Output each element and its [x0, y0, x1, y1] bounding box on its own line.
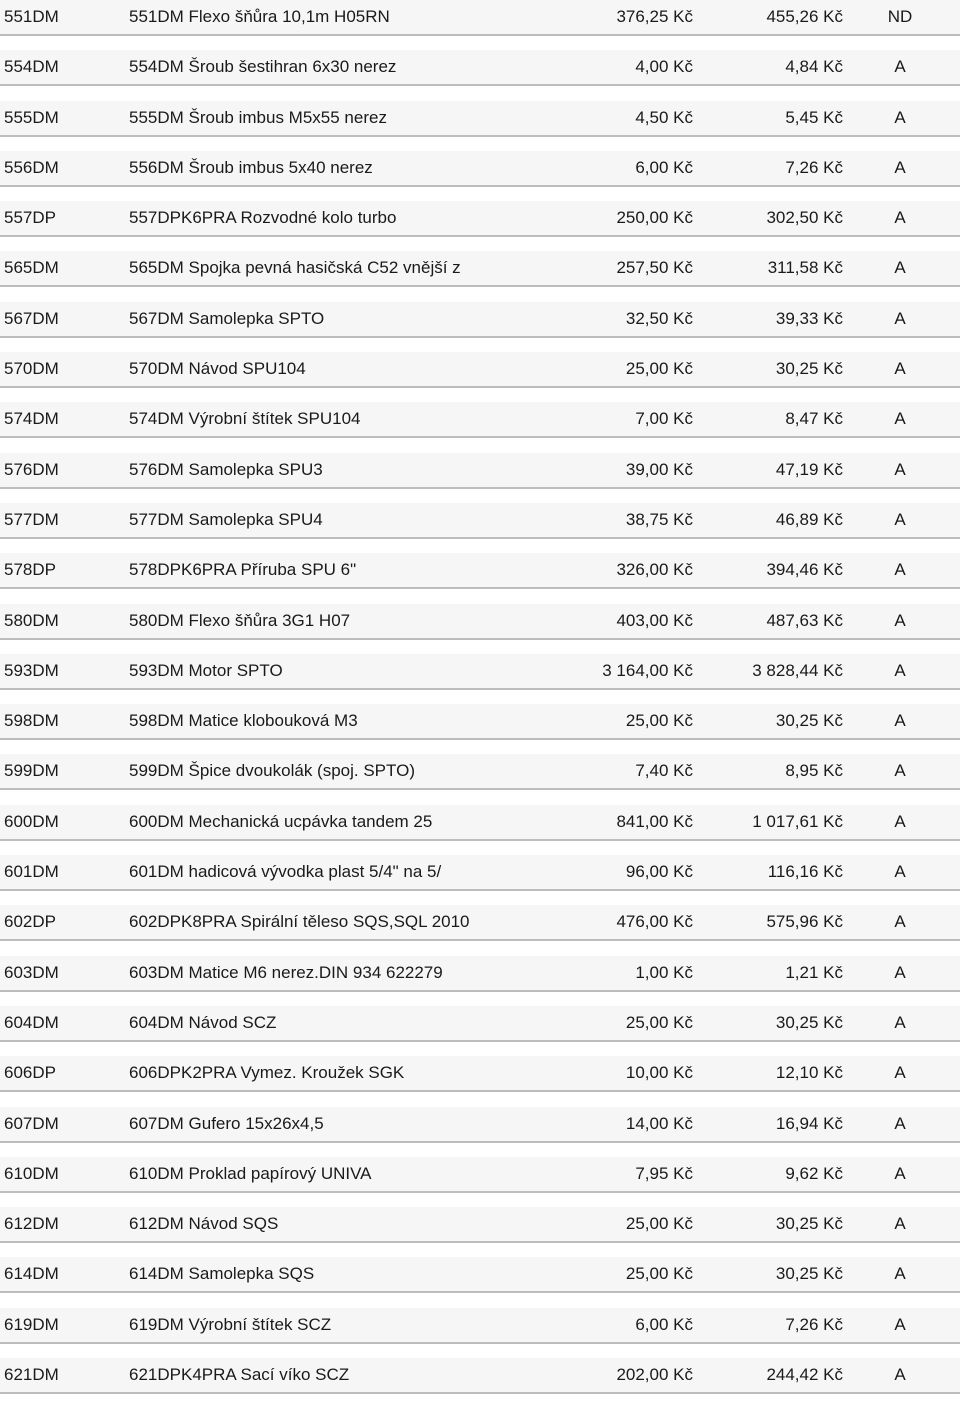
table-row	[0, 0, 960, 50]
row-divider	[0, 939, 960, 941]
price-without-vat-cell: 25,00 Kč	[625, 359, 693, 379]
table-row	[0, 1308, 960, 1358]
row-divider	[0, 738, 960, 740]
table-row	[0, 805, 960, 855]
item-description-cell: 612DM Návod SQS	[129, 1214, 279, 1234]
item-code-cell: 604DM	[4, 1012, 59, 1032]
price-without-vat-cell: 202,00 Kč	[616, 1365, 693, 1385]
availability-cell: A	[894, 811, 906, 831]
availability-cell: A	[894, 660, 906, 680]
availability-cell: A	[894, 208, 906, 228]
price-without-vat-cell: 3 164,00 Kč	[602, 660, 693, 680]
table-row	[0, 201, 960, 251]
price-without-vat-cell: 6,00 Kč	[635, 157, 693, 177]
table-row	[0, 1157, 960, 1207]
row-divider	[0, 487, 960, 489]
price-with-vat-cell: 4,84 Kč	[785, 57, 843, 77]
item-description-cell: 557DPK6PRA Rozvodné kolo turbo	[129, 208, 397, 228]
availability-cell: A	[894, 409, 906, 429]
row-divider	[0, 1291, 960, 1293]
price-with-vat-cell: 47,19 Kč	[775, 459, 843, 479]
price-with-vat-cell: 1,21 Kč	[785, 962, 843, 982]
price-without-vat-cell: 4,00 Kč	[635, 57, 693, 77]
item-code-cell: 580DM	[4, 610, 59, 630]
price-without-vat-cell: 25,00 Kč	[625, 711, 693, 731]
item-code-cell: 612DM	[4, 1214, 59, 1234]
item-code-cell: 574DM	[4, 409, 59, 429]
item-code-cell: 607DM	[4, 1113, 59, 1133]
price-without-vat-cell: 7,95 Kč	[635, 1163, 693, 1183]
row-divider	[0, 285, 960, 287]
table-row	[0, 1006, 960, 1056]
item-description-cell: 604DM Návod SCZ	[129, 1012, 277, 1032]
price-with-vat-cell: 12,10 Kč	[775, 1063, 843, 1083]
price-without-vat-cell: 6,00 Kč	[635, 1314, 693, 1334]
table-row	[0, 704, 960, 754]
item-description-cell: 600DM Mechanická ucpávka tandem 25	[129, 811, 433, 831]
item-description-cell: 580DM Flexo šňůra 3G1 H07	[129, 610, 351, 630]
item-code-cell: 600DM	[4, 811, 59, 831]
price-without-vat-cell: 1,00 Kč	[635, 962, 693, 982]
price-with-vat-cell: 311,58 Kč	[767, 258, 843, 278]
item-description-cell: 607DM Gufero 15x26x4,5	[129, 1113, 324, 1133]
price-with-vat-cell: 30,25 Kč	[775, 1214, 843, 1234]
price-without-vat-cell: 4,50 Kč	[635, 107, 693, 127]
item-description-cell: 554DM Šroub šestihran 6x30 nerez	[129, 57, 397, 77]
price-without-vat-cell: 376,25 Kč	[616, 7, 693, 26]
row-divider	[0, 386, 960, 388]
table-row	[0, 1107, 960, 1157]
row-divider	[0, 889, 960, 891]
price-with-vat-cell: 244,42 Kč	[766, 1365, 843, 1385]
price-with-vat-cell: 1 017,61 Kč	[752, 811, 843, 831]
price-without-vat-cell: 250,00 Kč	[616, 208, 693, 228]
row-divider	[0, 135, 960, 137]
row-divider	[0, 1090, 960, 1092]
item-code-cell: 554DM	[4, 57, 59, 77]
row-divider	[0, 1040, 960, 1042]
price-without-vat-cell: 96,00 Kč	[625, 862, 693, 882]
item-code-cell: 621DM	[4, 1365, 59, 1385]
item-description-cell: 598DM Matice klobouková M3	[129, 711, 358, 731]
item-description-cell: 578DPK6PRA Příruba SPU 6"	[129, 560, 357, 580]
item-description-cell: 555DM Šroub imbus M5x55 nerez	[129, 107, 387, 127]
item-description-cell: 621DPK4PRA Sací víko SCZ	[129, 1365, 350, 1385]
row-divider	[0, 185, 960, 187]
item-code-cell: 567DM	[4, 308, 59, 328]
row-divider	[0, 788, 960, 790]
price-with-vat-cell: 16,94 Kč	[775, 1113, 843, 1133]
price-with-vat-cell: 30,25 Kč	[775, 711, 843, 731]
item-code-cell: 610DM	[4, 1163, 59, 1183]
availability-cell: A	[894, 1163, 906, 1183]
price-without-vat-cell: 10,00 Kč	[625, 1063, 693, 1083]
item-code-cell: 565DM	[4, 258, 59, 278]
availability-cell: A	[894, 1113, 906, 1133]
table-row	[0, 503, 960, 553]
availability-cell: A	[894, 560, 906, 580]
item-description-cell: 610DM Proklad papírový UNIVA	[129, 1163, 372, 1183]
price-with-vat-cell: 487,63 Kč	[766, 610, 843, 630]
item-code-cell: 570DM	[4, 359, 59, 379]
availability-cell: A	[894, 1214, 906, 1234]
price-with-vat-cell: 5,45 Kč	[785, 107, 843, 127]
item-description-cell: 577DM Samolepka SPU4	[129, 509, 323, 529]
price-without-vat-cell: 38,75 Kč	[625, 509, 693, 529]
row-divider	[0, 336, 960, 338]
item-description-cell: 619DM Výrobní štítek SCZ	[129, 1314, 332, 1334]
price-with-vat-cell: 46,89 Kč	[775, 509, 843, 529]
price-without-vat-cell: 841,00 Kč	[616, 811, 693, 831]
item-code-cell: 577DM	[4, 509, 59, 529]
table-row	[0, 654, 960, 704]
row-divider	[0, 587, 960, 589]
price-with-vat-cell: 30,25 Kč	[775, 1012, 843, 1032]
price-with-vat-cell: 116,16 Kč	[767, 862, 843, 882]
item-description-cell: 567DM Samolepka SPTO	[129, 308, 325, 328]
availability-cell: A	[894, 359, 906, 379]
price-with-vat-cell: 302,50 Kč	[766, 208, 843, 228]
row-divider	[0, 1342, 960, 1344]
price-without-vat-cell: 257,50 Kč	[616, 258, 693, 278]
table-row	[0, 302, 960, 352]
availability-cell: A	[894, 1264, 906, 1284]
item-code-cell: 598DM	[4, 711, 59, 731]
availability-cell: A	[894, 711, 906, 731]
row-divider	[0, 990, 960, 992]
item-code-cell: 619DM	[4, 1314, 59, 1334]
price-without-vat-cell: 7,40 Kč	[635, 761, 693, 781]
table-row	[0, 1207, 960, 1257]
price-with-vat-cell: 9,62 Kč	[785, 1163, 843, 1183]
availability-cell: A	[894, 157, 906, 177]
item-code-cell: 599DM	[4, 761, 59, 781]
availability-cell: A	[894, 1063, 906, 1083]
row-divider	[0, 1191, 960, 1193]
table-row	[0, 754, 960, 804]
availability-cell: A	[894, 862, 906, 882]
price-with-vat-cell: 455,26 Kč	[766, 7, 843, 26]
item-code-cell: 614DM	[4, 1264, 59, 1284]
item-code-cell: 606DP	[4, 1063, 56, 1083]
row-divider	[0, 34, 960, 36]
availability-cell: A	[894, 509, 906, 529]
item-description-cell: 602DPK8PRA Spirální těleso SQS,SQL 2010	[129, 912, 470, 932]
price-without-vat-cell: 326,00 Kč	[616, 560, 693, 580]
item-code-cell: 555DM	[4, 107, 59, 127]
item-code-cell: 576DM	[4, 459, 59, 479]
item-description-cell: 576DM Samolepka SPU3	[129, 459, 323, 479]
row-divider	[0, 235, 960, 237]
price-without-vat-cell: 32,50 Kč	[625, 308, 693, 328]
item-description-cell: 601DM hadicová vývodka plast 5/4" na 5/	[129, 862, 442, 882]
availability-cell: A	[894, 610, 906, 630]
row-divider	[0, 1392, 960, 1394]
table-row	[0, 855, 960, 905]
row-divider	[0, 1141, 960, 1143]
row-divider	[0, 1241, 960, 1243]
item-description-cell: 599DM Špice dvoukolák (spoj. SPTO)	[129, 761, 415, 781]
item-code-cell: 603DM	[4, 962, 59, 982]
row-divider	[0, 84, 960, 86]
table-row	[0, 453, 960, 503]
availability-cell: ND	[887, 7, 913, 26]
price-without-vat-cell: 39,00 Kč	[625, 459, 693, 479]
item-description-cell: 556DM Šroub imbus 5x40 nerez	[129, 157, 373, 177]
availability-cell: A	[894, 258, 906, 278]
item-description-cell: 551DM Flexo šňůra 10,1m H05RN	[129, 7, 390, 26]
price-with-vat-cell: 7,26 Kč	[785, 1314, 843, 1334]
availability-cell: A	[894, 107, 906, 127]
row-divider	[0, 839, 960, 841]
item-description-cell: 565DM Spojka pevná hasičská C52 vnější z	[129, 258, 461, 278]
row-divider	[0, 688, 960, 690]
item-code-cell: 557DP	[4, 208, 56, 228]
availability-cell: A	[894, 912, 906, 932]
table-row	[0, 1257, 960, 1307]
price-without-vat-cell: 14,00 Kč	[625, 1113, 693, 1133]
price-with-vat-cell: 575,96 Kč	[766, 912, 843, 932]
price-with-vat-cell: 30,25 Kč	[775, 359, 843, 379]
availability-cell: A	[894, 962, 906, 982]
row-divider	[0, 638, 960, 640]
table-row	[0, 402, 960, 452]
availability-cell: A	[894, 57, 906, 77]
availability-cell: A	[894, 308, 906, 328]
item-code-cell: 551DM	[4, 7, 59, 26]
item-code-cell: 602DP	[4, 912, 56, 932]
item-description-cell: 574DM Výrobní štítek SPU104	[129, 409, 361, 429]
item-description-cell: 603DM Matice M6 nerez.DIN 934 622279	[129, 962, 443, 982]
item-code-cell: 601DM	[4, 862, 59, 882]
price-with-vat-cell: 7,26 Kč	[785, 157, 843, 177]
price-with-vat-cell: 39,33 Kč	[775, 308, 843, 328]
table-row	[0, 101, 960, 151]
row-divider	[0, 537, 960, 539]
price-without-vat-cell: 25,00 Kč	[625, 1264, 693, 1284]
availability-cell: A	[894, 1012, 906, 1032]
item-code-cell: 578DP	[4, 560, 56, 580]
availability-cell: A	[894, 761, 906, 781]
table-row	[0, 151, 960, 201]
price-without-vat-cell: 25,00 Kč	[625, 1214, 693, 1234]
availability-cell: A	[894, 1365, 906, 1385]
table-row	[0, 50, 960, 100]
table-row	[0, 1056, 960, 1106]
price-with-vat-cell: 8,47 Kč	[785, 409, 843, 429]
item-code-cell: 556DM	[4, 157, 59, 177]
price-with-vat-cell: 8,95 Kč	[785, 761, 843, 781]
item-description-cell: 593DM Motor SPTO	[129, 660, 283, 680]
item-code-cell: 593DM	[4, 660, 59, 680]
item-description-cell: 606DPK2PRA Vymez. Kroužek SGK	[129, 1063, 405, 1083]
table-row	[0, 905, 960, 955]
table-row	[0, 251, 960, 301]
price-with-vat-cell: 394,46 Kč	[766, 560, 843, 580]
price-with-vat-cell: 3 828,44 Kč	[752, 660, 843, 680]
price-without-vat-cell: 7,00 Kč	[635, 409, 693, 429]
table-row	[0, 956, 960, 1006]
item-description-cell: 614DM Samolepka SQS	[129, 1264, 315, 1284]
table-row	[0, 553, 960, 603]
price-without-vat-cell: 476,00 Kč	[616, 912, 693, 932]
price-without-vat-cell: 25,00 Kč	[625, 1012, 693, 1032]
price-with-vat-cell: 30,25 Kč	[775, 1264, 843, 1284]
price-without-vat-cell: 403,00 Kč	[616, 610, 693, 630]
availability-cell: A	[894, 459, 906, 479]
availability-cell: A	[894, 1314, 906, 1334]
table-row	[0, 352, 960, 402]
item-description-cell: 570DM Návod SPU104	[129, 359, 306, 379]
row-divider	[0, 436, 960, 438]
table-row	[0, 604, 960, 654]
